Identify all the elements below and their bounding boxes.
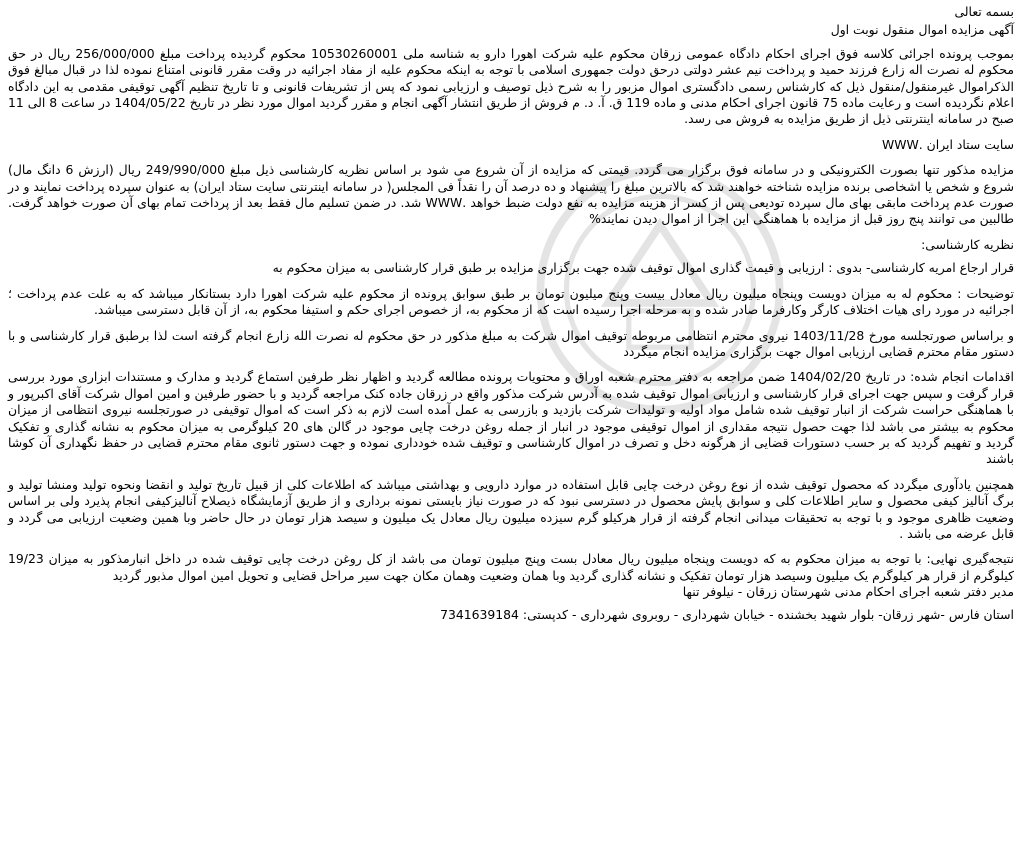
notice-title: آگهی مزایده اموال منقول نوبت اول — [830, 22, 1014, 38]
paragraph-expert-order: قرار ارجاع امریه کارشناسی- بدوی : ارزیابی و قیمت گذاری اموال توقیف شده جهت برگزاری مزایده بر طبق قرار کارشناسی به میزان محکوم به — [272, 260, 1014, 276]
invocation: بسمه تعالی — [954, 4, 1014, 19]
address-line: استان فارس -شهر زرقان- بلوار شهید بخشنده - خیابان شهرداری - روبروی شهرداری - کدپستی: 7341639184 — [440, 606, 1014, 622]
paragraph-actions: اقدامات انجام شده: در تاریخ 1404/02/20 ضمن مراجعه به دفتر محترم شعبه اوراق و محتویات پرونده مطالعه گردید و اظهار نظر طرفین استماع گردید و مدارک و مستندات ابزاری مورد بررسی قرار گرفت و سپس جهت اجرای قرار کارشناسی و ارزیابی اموال توقیف شده به آدرس شرکت مذکور واقع در زرقان جاده کنک مراجعه گردید و با حضور طرفین و امین اموال شرکت آقای اکبرپور و با هماهنگی حراست شرکت از انبار توقیف شده شامل مواد اولیه و تولیدات شرکت بازدید و بازرسی به عمل آمده است لازم به ذکر است که اموال توقیفی در صورتجلسه نیروی انتظامی از میزان محکوم به بیشتر می باشد لذا جهت حصول نتیجه مقداری از اموال توقیفی موجود در انبار از جمله روغن درخت چایی موجود در گالن های 20 کیلوگرمی به میزان محکوم به نشانه گذاری و تفکیک گردید و تفهیم گردید که بر حسب دستورات قضایی از هرگونه دخل و تصرف در اموال کارشناسی و توقیف شده خودداری نموده و جهت دستور ثانوی مقام محترم قضایی در حفظ نگهداری آن کوشا باشند — [8, 369, 1014, 467]
signature-line: مدیر دفتر شعبه اجرای احکام مدنی شهرستان زرقان - نیلوفر تنها — [682, 584, 1014, 600]
site-line: سایت ستاد ایران .WWW — [882, 136, 1014, 152]
paragraph-conclusion: نتیجه‌گیری نهایی: با توجه به میزان محکوم به که دویست وپنجاه میلیون ریال معادل بست وپنج میلیون تومان می باشد از کل روغن درخت چایی توقیف شده در داخل انبارمذکور به میزان 19/23 کیلوگرم از قرار هر کیلوگرم یک میلیون وسیصد هزار تومان تفکیک و نشانه گذاری گردید وبا همان وضعیت وهمان مکان جهت سیر مراحل قضایی و تحویل امین اموال مذبور گردید — [8, 551, 1014, 583]
expert-heading: نظریه کارشناسی: — [921, 236, 1014, 252]
paragraph-minutes: و براساس صورتجلسه مورخ 1403/11/28 نیروی محترم انتظامی مربوطه توقیف اموال شرکت به مبلغ مذکور در حق محکوم له نصرت الله زارع انجام گرفته است لذا برطبق قرار کارشناسی و با دستور مقام محترم قضایی ارزیابی اموال جهت برگزاری مزایده انجام میگردد — [8, 327, 1015, 359]
paragraph-intro: بموجب پرونده اجرائی کلاسه فوق اجرای احکام دادگاه عمومی زرقان محکوم علیه شرکت اهورا دارو به شناسه ملی 10530260001 محکوم گردیده پرداخت مبلغ 256/000/000 ریال در حق محکوم له نصرت اله زارع فرزند حمید و پرداخت نیم عشر دولتی درحق دولت جمهوری اسلامی با توجه به اینکه محکوم علیه از مفاد اجرائیه در وقت مقرر قانونی امتناع نموده لذا در قبال مبالغ فوق الذکراموال غیرمنقول/منقول ذیل که کارشناس رسمی دادگستری اموال مزبور را به شرح ذیل توصیف و ارزیابی نمود که پس از تشریفات قانونی و تا تاریخ تنظیم آگهی توقیفی مقدمی به این دادگاه اعلام نگردیده است و رعایت ماده 75 قانون اجرای احکام مدنی و ماده 119 ق. آ. د. م فروش از طریق انتشار آگهی انجام و مقرر گردید اموال مورد نظر در تاریخ 1404/05/22 در ساعت 8 الی 11 صبح در سامانه اینترنتی ذیل از طریق مزایده به فروش می رسد. — [8, 45, 1014, 127]
paragraph-auction-terms: مزایده مذکور تنها بصورت الکترونیکی و در سامانه فوق برگزار می گردد. قیمتی که مزایده از آن شروع می شود بر اساس نظریه کارشناسی ذیل مبلغ 249/990/000 ریال (ارزش 6 دانگ مال) شروع و شخص یا اشخاصی برنده مزایده شناخته خواهند شد که بالاترین مبلغ را پیشنهاد و ده درصد آن را نقداً فی المجلس( در سامانه اینترنتی سایت ستاد ایران) به عنوان سپرده پرداخت نمایند و در صورت عدم پرداخت مابقی بهای مال سپرده تودیعی پس از کسر از هزینه مزایده به نفع دولت ضبط خواهد .WWW شد. در ضمن تسلیم مال فقط بعد از پرداخت تمام بهای آن صورت خواهد گرفت. طالبین می توانند پنج روز قبل از مزایده با هماهنگی این اجرا از اموال دیدن نمایند% — [8, 162, 1014, 227]
paragraph-reminder: همچنین یادآوری میگردد که محصول توقیف شده از نوع روغن درخت چایی قابل استفاده در موارد دارویی و بهداشتی میباشد که اطلاعات کلی از قبیل تاریخ تولید و انقضا ونحوه تولید ومنشا تولید و برگ آنالیز کیفی محصول و سایر اطلاعات کلی و سوابق پایش محصول در دسترسی نبود که در صورت نیاز بایستی نمونه برداری و از طریق آزمایشگاه ذیصلاح آنالیزکیفی انجام پذیرد ولی بر اساس وضعیت ظاهری موجود و با توجه به تحقیقات میدانی انجام گرفته از قرار هرکیلو گرم سیزده میلیون ریال معادل یک میلیون و سیصد هزار تومان در حال حاضر وبا همین وضعیت ارزیابی می گردد و قابل عرضه می باشد . — [8, 476, 1014, 541]
paragraph-explanations: توضیحات : محکوم له به میزان دویست وپنجاه میلیون ریال معادل بیست وپنج میلیون تومان بر طبق سوابق پرونده از محکوم علیه شرکت اهورا دارد بستانکار میباشد که به علت عدم پرداخت ؛ اجرائیه در مورد رای هیات اختلاف کارگر وکارفرما صادر شده و به مرحله اجرا رسیده است که از محکوم به، از خصوص اجرای حکم و استیفا محکوم به، از آن قابل دسترسی میباشد. — [8, 285, 1014, 318]
